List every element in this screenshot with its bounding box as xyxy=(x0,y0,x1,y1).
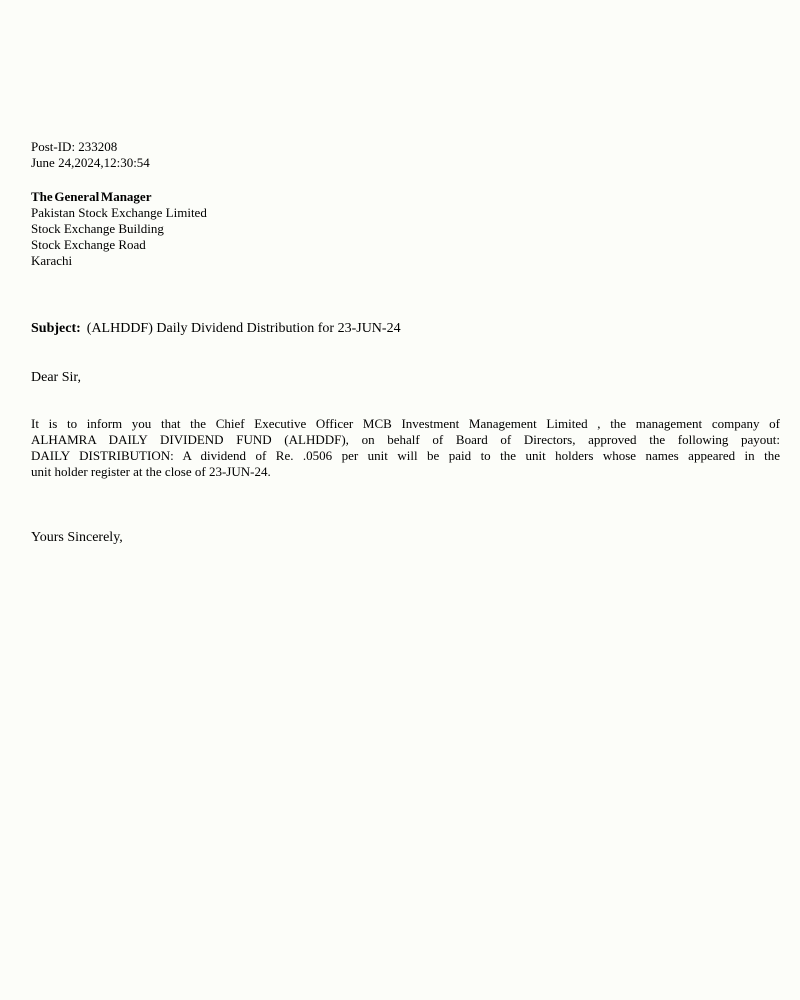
body-line: DAILY DISTRIBUTION: A dividend of Re. .0506 per unit will be paid to the unit holders whose names appeared in the xyxy=(31,448,780,463)
closing: Yours Sincerely, xyxy=(31,530,123,545)
datetime-line: June 24,2024,12:30:54 xyxy=(31,155,150,170)
recipient-address-line: Stock Exchange Building xyxy=(31,221,164,236)
recipient-address-line: Stock Exchange Road xyxy=(31,237,146,252)
post-id-line: Post-ID: 233208 xyxy=(31,139,118,154)
letter-content xyxy=(31,139,780,547)
recipient-address-line: Pakistan Stock Exchange Limited xyxy=(31,205,207,220)
letter-body xyxy=(31,416,780,480)
subject-label: Subject: xyxy=(31,321,81,336)
recipient-block xyxy=(31,189,780,269)
subject-text: (ALHDDF) Daily Dividend Distribution for 23-JUN-24 xyxy=(86,321,401,336)
subject-row xyxy=(31,319,780,338)
salutation: Dear Sir, xyxy=(31,370,81,385)
recipient-address-line: Karachi xyxy=(31,253,73,268)
recipient-name: The General Manager xyxy=(31,189,152,204)
body-line: It is to inform you that the Chief Executive Officer MCB Investment Management Limited , the management company of xyxy=(31,416,780,431)
meta-block xyxy=(31,139,780,171)
body-line: unit holder register at the close of 23-JUN-24. xyxy=(31,464,271,479)
body-line: ALHAMRA DAILY DIVIDEND FUND (ALHDDF), on behalf of Board of Directors, approved the following payout: xyxy=(31,432,780,447)
